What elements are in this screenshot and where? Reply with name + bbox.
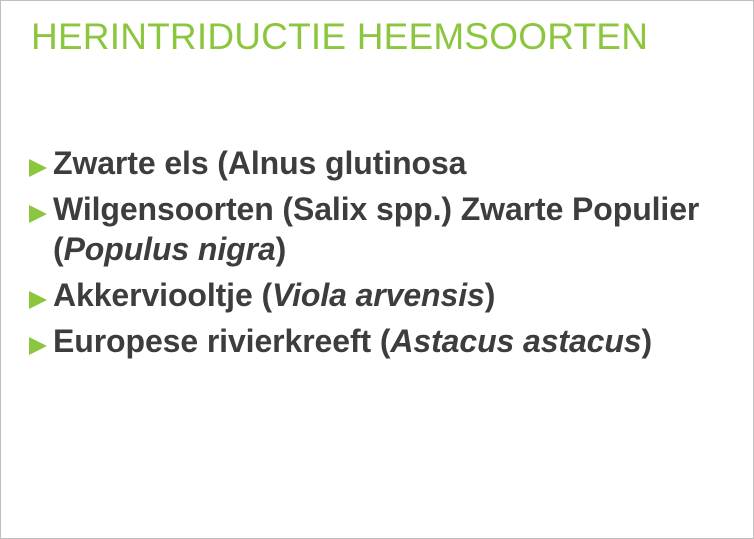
page-title: HERINTRIDUCTIE HEEMSOORTEN: [31, 16, 649, 57]
list-item-text-0: Zwarte els (Alnus glutinosa: [53, 145, 467, 181]
list-item-text-1: Wilgensoorten (Salix spp.) Zwarte Populier (Populus nigra): [53, 191, 700, 267]
triangle-right-icon: [27, 157, 53, 179]
triangle-right-icon: [27, 335, 53, 357]
list-item-text-2: Akkerviooltje (Viola arvensis): [53, 277, 496, 313]
triangle-right-icon: [27, 203, 53, 225]
list-item: [27, 143, 727, 183]
bullet-list: [27, 143, 727, 367]
list-item: [27, 321, 727, 361]
list-item: [27, 189, 727, 269]
list-item-text-3: Europese rivierkreeft (Astacus astacus): [53, 323, 653, 359]
list-item: [27, 275, 727, 315]
triangle-right-icon: [27, 289, 53, 311]
